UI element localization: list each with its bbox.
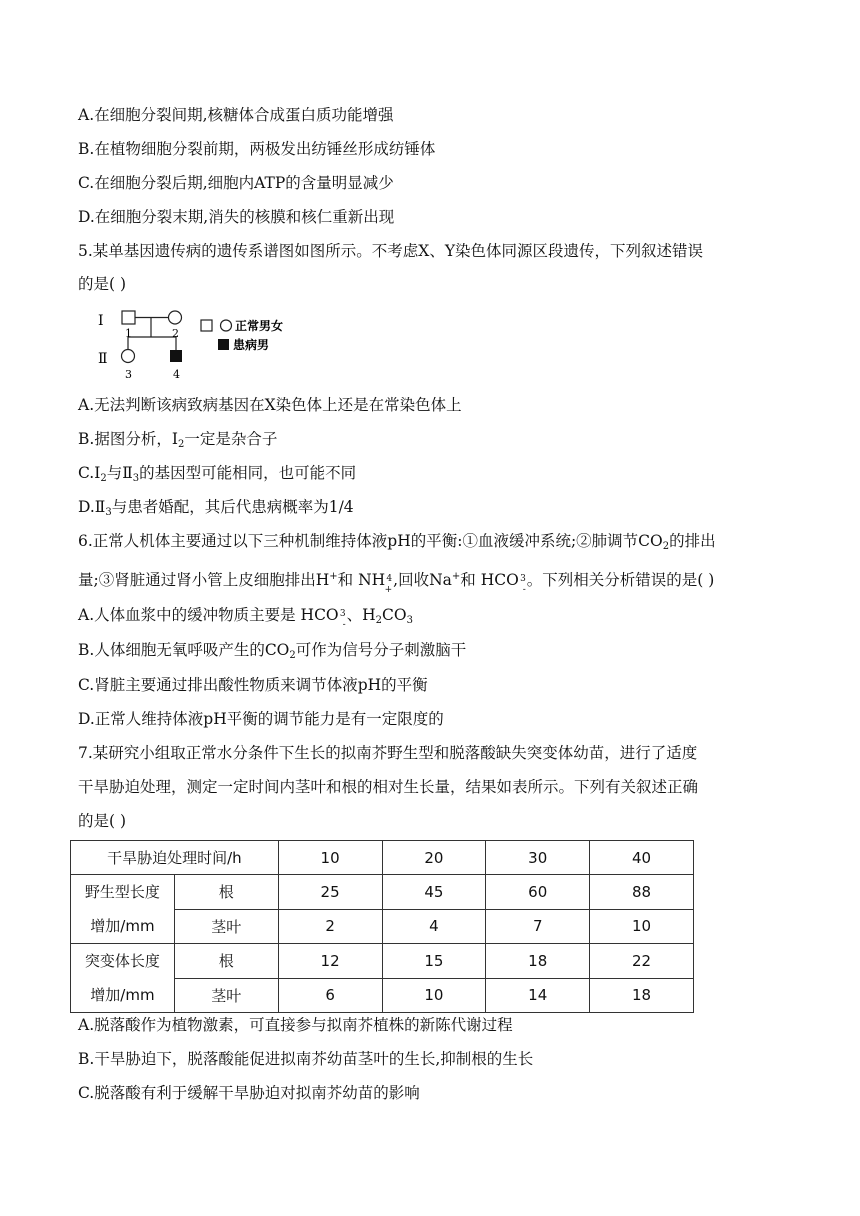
wild-root-label: 根 [174, 875, 278, 910]
individual-number-2: 2 [172, 327, 179, 340]
individual-i2-normal-female [169, 311, 182, 324]
q6-option-b: B.人体细胞无氧呼吸产生的$CO_2$可作为信号分子刺激脑干 [78, 641, 467, 661]
q5-stem-line1: 5.某单基因遗传病的遗传系谱图如图所示。不考虑X、Y染色体同源区段遗传，下列叙述错误 [78, 242, 704, 260]
q6-option-d: D.正常人维持体液pH平衡的调节能力是有一定限度的 [78, 710, 444, 728]
table-row [71, 875, 694, 910]
q5-option-d: $D.Ⅱ_3$与患者婚配，其后代患病概率为1/4 [78, 498, 354, 518]
mutant-shoot-value: 6 [278, 978, 382, 1013]
q6-stem-line1: 6.正常人机体主要通过以下三种机制维持体液pH的平衡:①血液缓冲系统;②肺调节$CO_2$的排出 [78, 532, 716, 552]
individual-number-3: 3 [125, 368, 132, 381]
mutant-shoot-value: 14 [486, 978, 590, 1013]
wild-root-value: 25 [278, 875, 382, 910]
header-time-40: 40 [590, 841, 694, 875]
table-row [71, 944, 694, 979]
q7-option-b: B.干旱胁迫下，脱落酸能促进拟南芥幼苗茎叶的生长,抑制根的生长 [78, 1050, 534, 1068]
q7-stem-line1: 7.某研究小组取正常水分条件下生长的拟南芥野生型和脱落酸缺失突变体幼苗，进行了适度 [78, 744, 698, 762]
q4-option-a: A.在细胞分裂间期,核糖体合成蛋白质功能增强 [78, 106, 394, 124]
q6-stem-line2: 量;③肾脏通过肾小管上皮细胞排出H+和 NH + 4 ,回收Na+和 HCO - 3 。下列相关分析错误的是( ) [78, 571, 715, 595]
mutant-shoot-value: 10 [382, 978, 486, 1013]
pedigree-chart [90, 306, 320, 388]
individual-i1-normal-male [122, 311, 135, 324]
q6-option-a: A.人体血浆中的缓冲物质主要是 HCO - 3 、$H_2CO_3$ [78, 606, 413, 630]
mutant-root-value: 12 [278, 944, 382, 979]
legend-normal-female-icon [221, 320, 232, 331]
legend-affected-label: 患病男 [233, 338, 270, 352]
q5-option-b: B.据图分析，$Ⅰ_2$一定是杂合子 [78, 430, 278, 450]
wild-shoot-value: 2 [278, 909, 382, 944]
q5-option-a: A.无法判断该病致病基因在X染色体上还是在常染色体上 [78, 396, 462, 414]
wild-root-value: 88 [590, 875, 694, 910]
q4-option-c: C.在细胞分裂后期,细胞内ATP的含量明显减少 [78, 174, 394, 192]
individual-ii4-affected-male [170, 350, 182, 362]
q6-option-c: C.肾脏主要通过排出酸性物质来调节体液pH的平衡 [78, 676, 428, 694]
header-time-label: 干旱胁迫处理时间/h [71, 841, 279, 875]
individual-number-4: 4 [173, 368, 180, 381]
generation-ii-label: Ⅱ [98, 351, 108, 367]
mutant-root-value: 18 [486, 944, 590, 979]
q7-stem-line2: 干旱胁迫处理，测定一定时间内茎叶和根的相对生长量，结果如表所示。下列有关叙述正确 [78, 778, 699, 796]
mutant-shoot-label: 茎叶 [174, 978, 278, 1013]
legend-affected-male-icon [218, 339, 229, 350]
mutant-root-value: 22 [590, 944, 694, 979]
mutant-root-label: 根 [174, 944, 278, 979]
wild-type-label: 野生型长度 增加/mm [71, 875, 175, 944]
wild-shoot-value: 4 [382, 909, 486, 944]
drought-growth-table [70, 840, 694, 1013]
q5-stem-line2: 的是( ) [78, 275, 127, 293]
q4-option-b: B.在植物细胞分裂前期，两极发出纺锤丝形成纺锤体 [78, 140, 436, 158]
wild-root-value: 45 [382, 875, 486, 910]
q7-option-a: A.脱落酸作为植物激素，可直接参与拟南芥植株的新陈代谢过程 [78, 1016, 513, 1034]
generation-i-label: Ⅰ [98, 313, 104, 329]
wild-shoot-value: 10 [590, 909, 694, 944]
individual-number-1: 1 [125, 327, 132, 340]
legend-normal-male-icon [201, 320, 212, 331]
q5-option-c: $C.Ⅰ_2$与$Ⅱ_3$的基因型可能相同，也可能不同 [78, 464, 357, 484]
header-time-10: 10 [278, 841, 382, 875]
q4-option-d: D.在细胞分裂末期,消失的核膜和核仁重新出现 [78, 208, 395, 226]
mutant-label: 突变体长度 增加/mm [71, 944, 175, 1013]
table-header-row [71, 841, 694, 875]
mutant-shoot-value: 18 [590, 978, 694, 1013]
header-time-30: 30 [486, 841, 590, 875]
header-time-20: 20 [382, 841, 486, 875]
q7-stem-line3: 的是( ) [78, 812, 127, 830]
wild-shoot-label: 茎叶 [174, 909, 278, 944]
legend-normal-label: 正常男女 [235, 319, 284, 333]
individual-ii3-normal-female [122, 350, 135, 363]
wild-root-value: 60 [486, 875, 590, 910]
q7-option-c: C.脱落酸有利于缓解干旱胁迫对拟南芥幼苗的影响 [78, 1084, 420, 1102]
mutant-root-value: 15 [382, 944, 486, 979]
wild-shoot-value: 7 [486, 909, 590, 944]
